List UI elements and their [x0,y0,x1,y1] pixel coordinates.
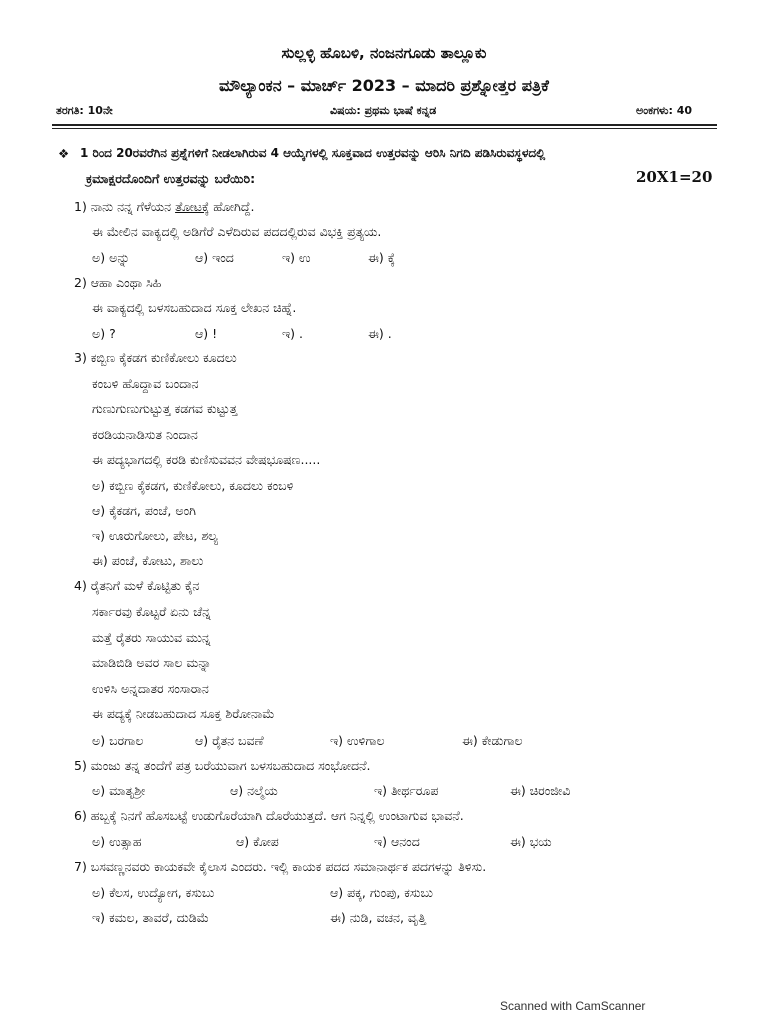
question-2: 2) ಆಹಾ ಎಂಥಾ ಸಿಹಿ [74,275,162,290]
question-4-line: ಮತ್ತೆ ರೈತರು ಸಾಯುವ ಮುನ್ನ [92,630,211,645]
question-1-underlined: ತೋಟಕ್ಕೆ [175,199,210,214]
class-label: ತರಗತಿ: 10ನೇ [56,104,113,117]
question-3-line: ಕಂಬಳಿ ಹೊದ್ದಾವ ಬಂದಾನ [92,376,199,391]
q3-option-c: ಇ) ಊರುಗೋಲು, ಪೇಟ, ಶಲ್ಯ [92,528,218,543]
q1-option-a: ಅ) ಅನ್ನು [92,250,130,265]
question-3-line: ಕರಡಿಯನಾಡಿಸುತ ನಿಂದಾನ [92,427,198,442]
q2-option-c: ಇ) . [282,326,303,341]
q7-option-d: ಈ) ನುಡಿ, ವಚನ, ವೃತ್ತಿ [330,910,426,925]
q1-option-d: ಈ) ಕ್ಕೆ [368,250,396,265]
q3-option-d: ಈ) ಪಂಚೆ, ಕೋಟು, ಶಾಲು [92,553,204,568]
question-4-line: ಸರ್ಕಾರವು ಕೊಟ್ಟರೆ ಏನು ಚೆನ್ನ [92,604,211,619]
question-1-post: ಹೋಗಿದ್ದೆ. [209,199,255,214]
question-4-line: ಮಾಡಿಬಿಡಿ ಅವರ ಸಾಲ ಮನ್ನಾ [92,655,212,670]
q4-option-c: ಇ) ಉಳಿಗಾಲ [330,733,385,748]
question-4-line: 4) ರೈತನಿಗೆ ಮಳೆ ಕೊಟ್ಟಿತು ಕೈನ [74,578,200,593]
q5-option-b: ಆ) ನಲ್ಮೆಯ [230,783,278,798]
question-2-sub: ಈ ವಾಕ್ಯದಲ್ಲಿ ಬಳಸಬಹುದಾದ ಸೂಕ್ತ ಲೇಖನ ಚಿಹ್ನೆ. [92,300,297,315]
question-1-pre: 1) ನಾನು ನನ್ನ ಗೆಳೆಯನ [74,199,176,214]
q2-option-b: ಆ) ! [195,326,218,341]
q1-option-c: ಇ) ಉ [282,250,311,265]
header-divider-thin [52,128,717,129]
question-7: 7) ಬಸವಣ್ಣನವರು ಕಾಯಕವೇ ಕೈಲಾಸ ಎಂದರು. ಇಲ್ಲಿ ಕಾಯಕ ಪದದ ಸಮಾನಾರ್ಥಕ ಪದಗಳನ್ನು ತಿಳಿಸು. [74,859,487,874]
q6-option-d: ಈ) ಭಯ [510,834,552,849]
question-3-line: ಈ ಪದ್ಯಭಾಗದಲ್ಲಿ ಕರಡಿ ಕುಣಿಸುವವನ ವೇಷಭೂಷಣ..... [92,452,321,467]
question-5: 5) ಮಂಜು ತನ್ನ ತಂದೆಗೆ ಪತ್ರ ಬರೆಯುವಾಗ ಬಳಸಬಹುದಾದ ಸಂಭೋದನೆ. [74,758,371,773]
q7-option-a: ಅ) ಕೆಲಸ, ಉದ್ಯೋಗ, ಕಸುಬು [92,885,215,900]
scanner-watermark: Scanned with CamScanner [500,999,646,1013]
question-1 [74,199,255,215]
q2-option-d: ಈ) . [368,326,392,341]
q4-option-a: ಅ) ಬರಗಾಲ [92,733,144,748]
q4-option-d: ಈ) ಕೇಡುಗಾಲ [462,733,523,748]
question-4-line: ಉಳಿಸಿ ಅನ್ನದಾತರ ಸಂಸಾರಾನ [92,681,209,696]
question-3-line: ಗುಣುಗುಣುಗುಟ್ಟುತ್ತ ಕಡಗವ ಕುಟ್ಟುತ್ತ [92,401,238,416]
q6-option-b: ಆ) ಕೋಪ [236,834,279,849]
instruction-line-2: ಕ್ರಮಾಕ್ಷರದೊಂದಿಗೆ ಉತ್ತರವನ್ನು ಬರೆಯಿರಿ: [86,171,256,186]
q6-option-c: ಇ) ಆನಂದ [374,834,420,849]
question-6: 6) ಹಬ್ಬಕ್ಕೆ ನಿನಗೆ ಹೊಸಬಟ್ಟೆ ಉಡುಗೊರೆಯಾಗಿ ದೊರೆಯುತ್ತದೆ. ಆಗ ನಿನ್ನಲ್ಲಿ ಉಂಟಾಗುವ ಭಾವನೆ. [74,808,464,823]
bullet-icon: ❖ [58,146,70,161]
q5-option-a: ಅ) ಮಾತೃಶ್ರೀ [92,783,146,798]
q7-option-c: ಇ) ಕಮಲ, ತಾವರೆ, ದುಡಿಮೆ [92,910,209,925]
question-4-line: ಈ ಪದ್ಯಕ್ಕೆ ನೀಡಬಹುದಾದ ಸೂಕ್ತ ಶಿರೋನಾಮೆ [92,706,275,721]
q1-option-b: ಆ) ಇಂದ [195,250,234,265]
q5-option-c: ಇ) ತೀರ್ಥರೂಪ [374,783,439,798]
page-title: ಮೌಲ್ಯಾಂಕನ – ಮಾರ್ಚ್ 2023 – ಮಾದರಿ ಪ್ರಶ್ನೋತ್ತರ ಪತ್ರಿಕೆ [219,76,549,95]
q7-option-b: ಆ) ಪಕ್ಕ, ಗುಂಪು, ಕಸುಬು [330,885,433,900]
header-divider [52,124,717,126]
q4-option-b: ಆ) ರೈತನ ಬವಣೆ [195,733,264,748]
instruction-line-1: 1 ರಿಂದ 20ರವರೆಗಿನ ಪ್ರಶ್ನೆಗಳಿಗೆ ನೀಡಲಾಗಿರುವ 4 ಆಯ್ಕೆಗಳಲ್ಲಿ ಸೂಕ್ತವಾದ ಉತ್ತರವನ್ನು ಆರಿಸಿ ನಿಗದಿ ಪಡಿಸಿರುವಸ್ಥಳದಲ್ಲಿ [80,146,546,160]
q2-option-a: ಅ) ? [92,326,116,341]
marks-label: ಅಂಕಗಳು: 40 [636,104,693,117]
q3-option-b: ಆ) ಕೈಕಡಗ, ಪಂಚೆ, ಅಂಗಿ [92,503,196,518]
q6-option-a: ಅ) ಉತ್ಸಾಹ [92,834,142,849]
school-name: ಸುಲ್ಲಳ್ಳಿ ಹೊಬಳಿ, ನಂಜನಗೂಡು ತಾಲ್ಲೂಕು [281,44,487,62]
question-1-sub: ಈ ಮೇಲಿನ ವಾಕ್ಯದಲ್ಲಿ ಅಡಿಗೆರೆ ಎಳೆದಿರುವ ಪದದಲ್ಲಿರುವ ವಿಭಕ್ತಿ ಪ್ರತ್ಯಯ. [92,224,382,239]
q3-option-a: ಅ) ಕಬ್ಬಿಣ ಕೈಕಡಗ, ಕುಣಿಕೋಲು, ಕೂದಲು ಕಂಬಳಿ [92,478,294,493]
subject-label: ವಿಷಯ: ಪ್ರಥಮ ಭಾಷೆ ಕನ್ನಡ [330,104,437,117]
question-3-line: 3) ಕಬ್ಬಿಣ ಕೈಕಡಗ ಕುಣಿಕೋಲು ಕೂದಲು [74,350,237,365]
score-label: 20X1=20 [636,168,713,186]
q5-option-d: ಈ) ಚಿರಂಜೀವಿ [510,783,571,798]
